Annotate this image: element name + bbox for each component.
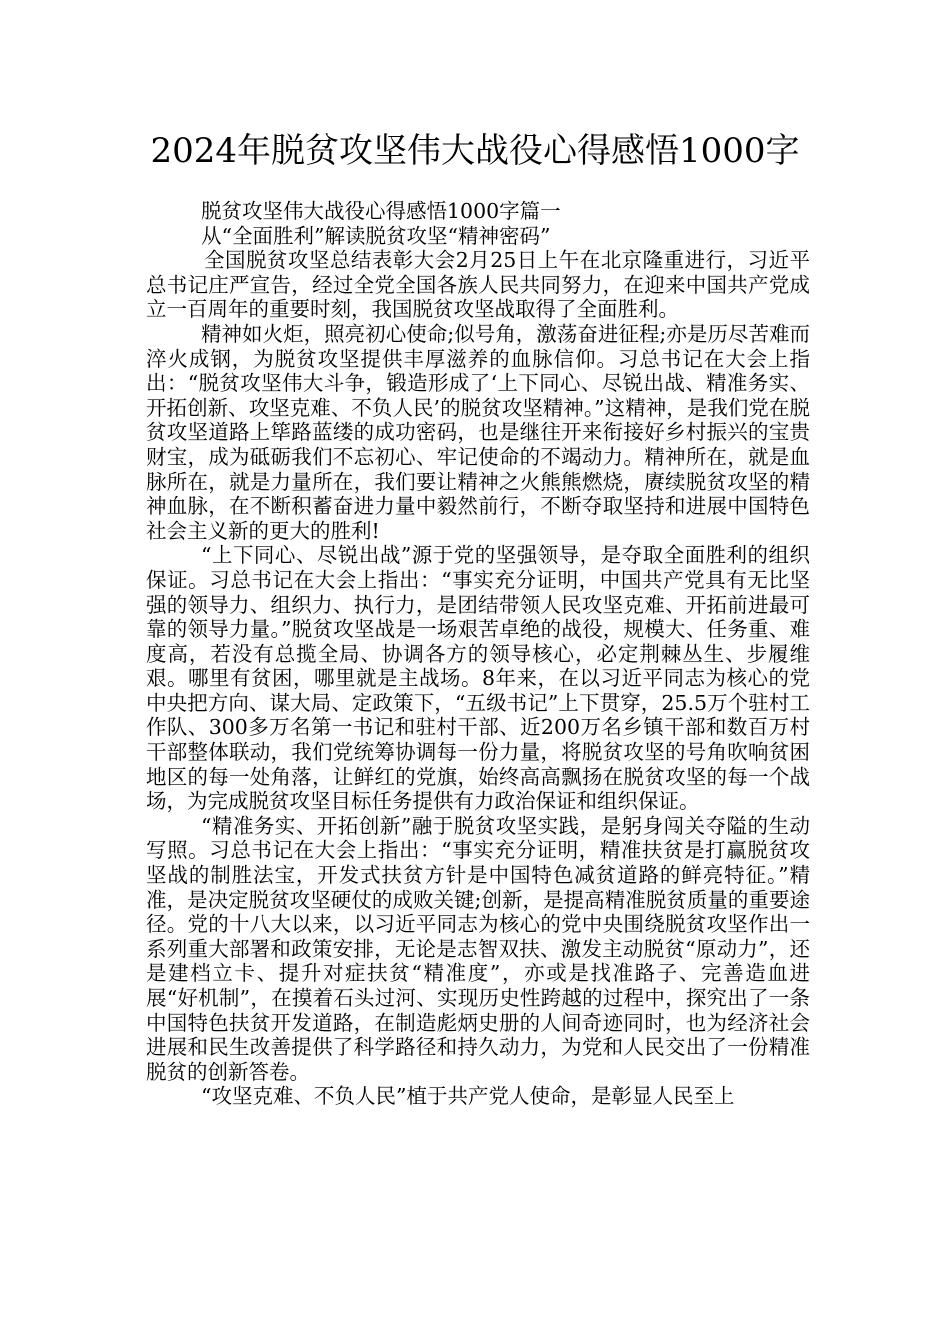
- document-title: 2024年脱贫攻坚伟大战役心得感悟1000字: [150, 131, 800, 171]
- document-body: [146, 199, 810, 1109]
- paragraph-4: “精准务实、开拓创新”融于脱贫攻坚实践，是躬身闯关夺隘的生动写照。习总书记在大会上指出：“事实充分证明，精准扶贫是打赢脱贫攻坚战的制胜法宝，开发式扶贫方针是中国特色减贫道路的鲜亮特征。”精准，是决定脱贫攻坚硬仗的成败关键;创新，是提高精准脱贫质量的重要途径。党的十八大以来，以习近平同志为核心的党中央围绕脱贫攻坚作出一系列重大部署和政策安排，无论是志智双扶、激发主动脱贫“原动力”，还是建档立卡、提升对症扶贫“精准度”，亦或是找准路子、完善造血进展“好机制”，在摸着石头过河、实现历史性跨越的过程中，探究出了一条中国特色扶贫开发道路，在制造彪炳史册的人间奇迹同时，也为经济社会进展和民生改善提供了科学路径和持久动力，为党和人民交出了一份精准脱贫的创新答卷。: [146, 813, 810, 1084]
- paragraph-2: 精神如火炬，照亮初心使命;似号角，激荡奋进征程;亦是历尽苦难而淬火成钢，为脱贫攻坚提供丰厚滋养的血脉信仰。习总书记在大会上指出：“脱贫攻坚伟大斗争，锻造形成了‘上下同心、尽锐出战、精准务实、开拓创新、攻坚克难、不负人民’的脱贫攻坚精神。”这精神，是我们党在脱贫攻坚道路上筚路蓝缕的成功密码，也是继往开来衔接好乡村振兴的宝贵财宝，成为砥砺我们不忘初心、牢记使命的不竭动力。精神所在，就是血脉所在，就是力量所在，我们要让精神之火熊熊燃烧，赓续脱贫攻坚的精神血脉，在不断积蓄奋进力量中毅然前行，不断夺取坚持和进展中国特色社会主义新的更大的胜利!: [146, 321, 810, 543]
- article-heading: 从“全面胜利”解读脱贫攻坚“精神密码”: [201, 223, 551, 248]
- paragraph-5: “攻坚克难、不负人民”植于共产党人使命，是彰显人民至上: [201, 1084, 735, 1109]
- section-heading: 脱贫攻坚伟大战役心得感悟1000字篇一: [201, 199, 561, 223]
- paragraph-3: “上下同心、尽锐出战”源于党的坚强领导，是夺取全面胜利的组织保证。习总书记在大会上指出：“事实充分证明，中国共产党具有无比坚强的领导力、组织力、执行力，是团结带领人民攻坚克难、开拓前进最可靠的领导力量。”脱贫攻坚战是一场艰苦卓绝的战役，规模大、任务重、难度高，若没有总揽全局、协调各方的领导核心，必定荆棘丛生、步履维艰。哪里有贫困，哪里就是主战场。8年来，在以习近平同志为核心的党中央把方向、谋大局、定政策下，“五级书记”上下贯穿，25.5万个驻村工作队、300多万名第一书记和驻村干部、近200万名乡镇干部和数百万村干部整体联动，我们党统筹协调每一份力量，将脱贫攻坚的号角吹响贫困地区的每一处角落，让鲜红的党旗，始终高高飘扬在脱贫攻坚的每一个战场，为完成脱贫攻坚目标任务提供有力政治保证和组织保证。: [146, 543, 810, 814]
- paragraph-1: 全国脱贫攻坚总结表彰大会2月25日上午在北京隆重进行，习近平总书记庄严宣告，经过全党全国各族人民共同努力，在迎来中国共产党成立一百周年的重要时刻，我国脱贫攻坚战取得了全面胜利。: [146, 248, 810, 322]
